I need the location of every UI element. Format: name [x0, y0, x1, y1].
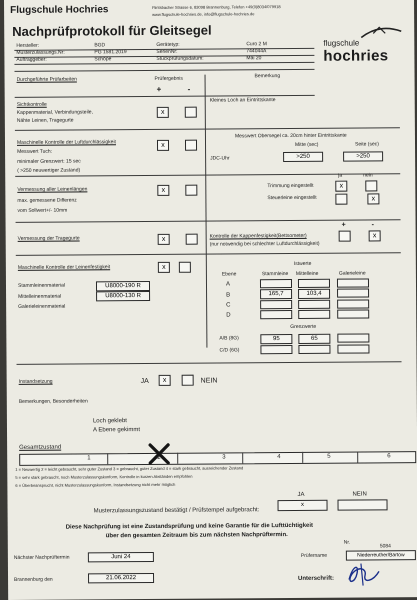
nr-label: Nr.	[343, 539, 351, 546]
confirm-nein-box[interactable]	[337, 499, 387, 510]
b-stamm-field[interactable]: 165,7	[260, 289, 292, 299]
ja-label: ja	[338, 172, 343, 179]
galerie-header: Galerieleine	[338, 270, 366, 277]
c-galerie-field[interactable]	[337, 299, 369, 308]
instand-ja-label: JA	[140, 377, 149, 386]
hersteller-value: BGD	[94, 42, 106, 49]
b-mittel-field[interactable]: 103,4	[298, 289, 330, 299]
level-c: C	[226, 302, 231, 309]
disclaimer-line-1: Diese Nachprüfung ist eine Zustandsprüfung und keine Garantie für die Lufttüchtigkeit	[65, 522, 314, 531]
steuer-ja-checkbox[interactable]	[335, 194, 347, 205]
next-date-label: Nächster Nachprüftermin	[13, 554, 70, 561]
d-galerie-field[interactable]	[337, 309, 369, 318]
luft-detail-2: minimaler Grenzwert: 15 sec	[17, 158, 81, 165]
ab-label: A/B (8G)	[219, 335, 239, 342]
cd-mittel-field[interactable]	[298, 345, 330, 354]
gesamt-4[interactable]: 4	[277, 454, 281, 461]
col-checks: Durchgeführte Prüfarbeiten	[16, 76, 77, 83]
leinen-plus-checkbox[interactable]: x	[158, 262, 170, 273]
a-mittel-field[interactable]	[298, 279, 330, 288]
confirm-ja-box[interactable]: x	[277, 500, 327, 511]
nr-value: 5084	[379, 543, 391, 550]
level-b: B	[226, 292, 231, 299]
leinen-title: Maschinelle Kontrolle der Leinenfestigkeit	[17, 264, 111, 271]
remarks-label: Bemerkungen, Besonderheiten	[18, 398, 88, 405]
level-a: A	[225, 281, 231, 288]
b-galerie-field[interactable]	[337, 288, 369, 297]
company-name: Flugschule Hochries	[10, 4, 109, 16]
muster-label: Musterzulassungs.Nr:	[16, 49, 65, 56]
mitte-label: Mitte (sec)	[294, 141, 319, 148]
trag-minus-checkbox[interactable]	[186, 234, 198, 245]
verm-minus-checkbox[interactable]	[185, 185, 197, 196]
stamm-mat-label: Stammleinenmaterial	[17, 282, 65, 289]
serien-value: 744044A	[246, 48, 267, 55]
remarks-line-2: A Ebene gekimmt	[92, 427, 141, 434]
kapp-minus-label: -	[371, 221, 374, 229]
gesamt-cross-mark	[147, 443, 171, 465]
col-remarks: Bemerkung	[254, 73, 281, 80]
mittel-mat-value[interactable]: U8000-130 R	[96, 291, 150, 301]
leinen-minus-checkbox[interactable]	[179, 262, 191, 273]
verm-detail-2: vom Sollwert+/- 10mm	[17, 207, 68, 214]
logo-line-2: hochries	[323, 47, 389, 65]
kapp-plus-label: +	[341, 221, 346, 229]
steuer-label: Steuerleine eingestellt	[267, 194, 317, 202]
place-label: Brannenburg den	[14, 576, 53, 583]
cd-stamm-field[interactable]	[260, 345, 292, 354]
col-plus: +	[156, 84, 162, 94]
logo-line-1: flugschule	[323, 38, 360, 48]
c-stamm-field[interactable]	[260, 300, 292, 309]
kapp-detail: (nur notwendig bei schlechter Luftdurchlässigkeit)	[209, 240, 320, 248]
gesamt-5[interactable]: 5	[327, 453, 331, 460]
stamm-mat-value[interactable]: U8000-190 R	[96, 281, 150, 291]
disclaimer-line-2: über den gesamten Zeitraum bis zum nächsten Nachprüftermin.	[105, 532, 288, 540]
ab-mittel-field[interactable]: 65	[298, 334, 330, 344]
pruefer-value[interactable]: Niederreuther/Bartow	[346, 550, 416, 560]
company-address: Flintsbacher Strasse 6, 83098 Brannenburg, Telefon +49(0)8034/079918	[152, 4, 281, 10]
luft-title: Maschinelle Kontrolle der Luftdurchlässigkeit	[16, 139, 116, 146]
verm-detail-1: max. gemessene Differenz	[17, 197, 77, 204]
gesamt-legend-1: 1 = Neuwertig 2 = leicht gebraucht, sehr guter Zustand 3 = gebraucht, guter Zustand 4 = stark gebraucht, ausreichender Zustand	[15, 465, 244, 472]
instand-ja-checkbox[interactable]: x	[159, 375, 171, 386]
steuer-nein-checkbox[interactable]: x	[367, 193, 379, 204]
confirm-text: Musterzulassungszustand bestätigt / Prüfstempel aufgebracht:	[93, 507, 260, 515]
mittel-header: Mittelleine	[295, 270, 319, 277]
protocol-sheet	[4, 0, 417, 600]
gesamt-3[interactable]: 3	[222, 454, 226, 461]
cd-galerie-field[interactable]	[337, 344, 369, 353]
luft-minus-checkbox[interactable]	[185, 140, 197, 151]
sicht-detail-2: Nähte Leinen, Tragegurte	[16, 117, 74, 124]
gal-mat-label: Galerieleinenmaterial	[18, 303, 66, 310]
luft-remark: Messwert Obersegel ca. 20cm hinter Eintrittskante	[234, 132, 347, 140]
gesamt-1[interactable]: 1	[87, 455, 91, 462]
cd-label: C/D (6G)	[219, 347, 240, 354]
instand-label: Instandsetzung	[18, 378, 53, 385]
stamm-header: Stammleine	[261, 271, 289, 278]
col-minus: -	[187, 84, 191, 94]
stueck-label: Stückprüfungsdatum:	[156, 55, 204, 62]
signature-label: Unterschrift:	[298, 575, 335, 582]
gesamt-6[interactable]: 6	[387, 453, 391, 460]
mitte-value[interactable]: >250	[283, 152, 323, 162]
kapp-title: Kontrolle der Kappenfestigkeit(Bettsometer)	[209, 232, 307, 240]
gesamt-legend-3: 6 = Überbeansprucht, nicht Musterzulassungskonform, Instandsetzung nicht mehr möglich	[15, 481, 176, 488]
gesamt-2[interactable]: 2	[157, 454, 161, 461]
a-galerie-field[interactable]	[337, 278, 369, 287]
place-date-value[interactable]: 21.06.2022	[88, 573, 154, 583]
ebene-header: Ebene	[221, 271, 237, 278]
a-stamm-field[interactable]	[260, 279, 292, 288]
confirm-ja-label: JA	[297, 491, 305, 498]
confirm-nein-label: NEIN	[352, 491, 367, 498]
remarks-line-1: Loch geklebt	[92, 418, 127, 425]
kapp-minus-checkbox[interactable]: x	[369, 230, 381, 241]
istwerte-label: Istwerte	[293, 260, 312, 267]
pruefer-label: Prüfername	[300, 552, 328, 559]
hersteller-label: Hersteller:	[16, 42, 40, 49]
signature-scribble	[343, 559, 387, 587]
company-web: www.flugschule-hochries.de, info@flugschule-hochries.de	[152, 11, 255, 17]
trag-title: Vermessung der Tragegurte	[17, 235, 80, 242]
stueck-value: Mai 20	[246, 55, 262, 62]
sicht-title: Sichtkontrolle	[16, 101, 47, 108]
luft-detail-3: ( >250 neuwertiger Zustand)	[17, 167, 81, 174]
next-date-value[interactable]: Juni 24	[88, 552, 154, 562]
geraetetyp-value: Curo 2 M	[246, 41, 267, 48]
mittel-mat-label: Mittelleinenmaterial	[18, 293, 62, 300]
seite-label: Seite (sec)	[354, 141, 379, 148]
seite-value[interactable]: >250	[343, 151, 383, 161]
trimm-label: Trimmung eingestellt	[267, 182, 314, 190]
instand-nein-checkbox[interactable]	[182, 375, 194, 386]
instand-nein-label: NEIN	[200, 377, 218, 385]
sicht-detail-1: Kappenmaterial, Verbindungsteile,	[16, 109, 93, 116]
ab-stamm-field[interactable]: 95	[260, 334, 292, 344]
nein-label: nein	[363, 172, 373, 179]
sicht-remark: Kleines Loch an Eintrittskante	[209, 97, 276, 104]
gesamt-label: Gesamtzustand	[19, 444, 62, 451]
verm-plus-checkbox[interactable]: x	[157, 185, 169, 196]
luft-detail-1: Messwert Tuch:	[17, 148, 53, 155]
sicht-minus-checkbox[interactable]	[185, 107, 197, 118]
document-title: Nachprüfprotokoll für Gleitsegel	[12, 22, 212, 39]
verm-title: Vermessung aller Leinenlängen	[17, 186, 88, 193]
d-mittel-field[interactable]	[298, 310, 330, 319]
muster-value: PG 1581.2019	[94, 49, 127, 56]
grenzwerte-label: Grenzwerte	[290, 323, 317, 331]
auftrag-value: Schöpe	[94, 56, 112, 63]
kapp-plus-checkbox[interactable]	[339, 231, 351, 242]
gesamt-legend-2: 5 = sehr stark gebraucht, noch Musterzulassungskonform, Kontrolle in kurzen Abständen empfohlen	[15, 473, 193, 480]
serien-label: SerienNr:	[156, 48, 178, 55]
col-result: Prüfergebnis	[154, 75, 183, 82]
c-mittel-field[interactable]	[298, 300, 330, 309]
ab-galerie-field[interactable]	[337, 333, 369, 342]
jdc-label: JDC-Uhr	[210, 155, 230, 162]
trimm-nein-checkbox[interactable]	[365, 180, 377, 191]
trag-plus-checkbox[interactable]: x	[158, 234, 170, 245]
d-stamm-field[interactable]	[260, 310, 292, 319]
level-d: D	[226, 312, 231, 319]
sicht-plus-checkbox[interactable]: x	[157, 107, 169, 118]
auftrag-label: Auftraggeber:	[16, 56, 47, 63]
geraetetyp-label: Gerätetyp:	[156, 41, 180, 48]
luft-plus-checkbox[interactable]: x	[157, 140, 169, 151]
trimm-ja-checkbox[interactable]: x	[335, 181, 347, 192]
